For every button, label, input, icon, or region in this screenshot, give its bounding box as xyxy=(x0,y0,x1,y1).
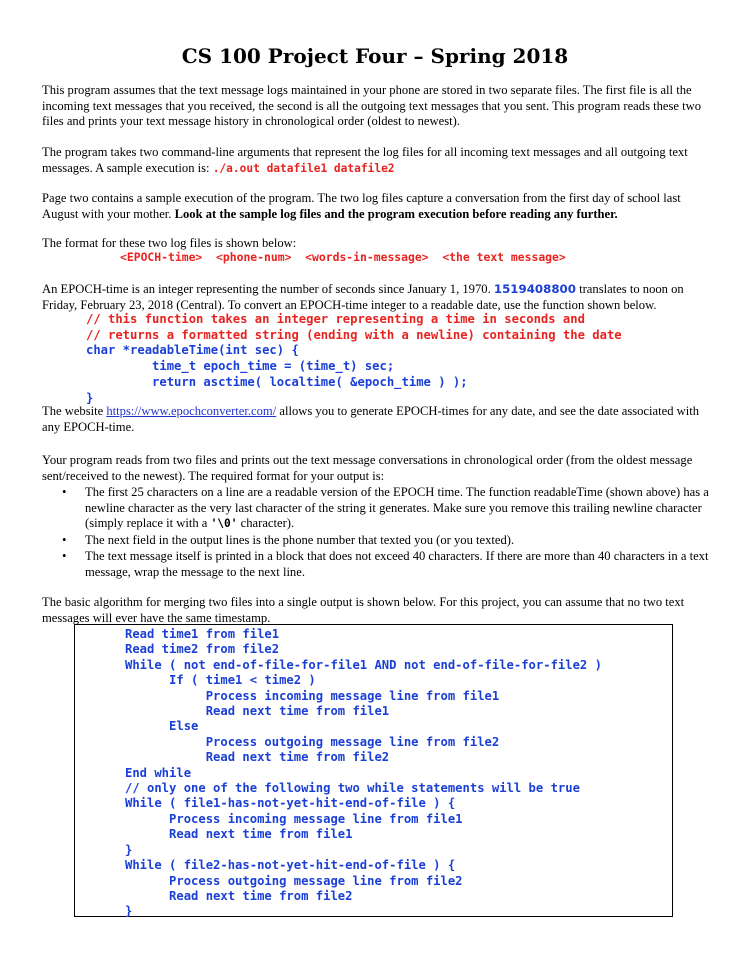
algorithm-line: Else xyxy=(125,719,199,734)
epoch-text-a: An EPOCH-time is an integer representing the number of seconds since January 1, 1970. xyxy=(42,282,494,296)
bullet-2-text: The next field in the output lines is the phone number that texted you (or you texted). xyxy=(85,532,515,547)
output-format-list xyxy=(42,485,710,582)
code-body-1: time_t epoch_time = (time_t) sec; xyxy=(152,359,395,374)
epoch-text-b: translates to noon on Friday, February 23, 2018 (Central). To convert an EPOCH-time integer to a readable date, use the function shown below. xyxy=(42,282,684,312)
algorithm-paragraph: The basic algorithm for merging two files into a single output is shown below. For this project, you can assume that no two text messages will ever have the same timestamp. xyxy=(42,595,685,625)
algorithm-line: Read next time from file1 xyxy=(125,827,353,842)
code-comment-2: // returns a formatted string (ending with a newline) containing the date xyxy=(86,327,622,342)
readable-time-code xyxy=(86,312,622,406)
null-char-code: '\0' xyxy=(210,517,238,531)
arguments-text: The program takes two command-line arguments that represent the log files for all incoming text messages and all outgoing text messages. A sample execution is: xyxy=(42,145,688,175)
list-item xyxy=(42,549,710,580)
algorithm-line: } xyxy=(125,842,133,857)
algorithm-line: // only one of the following two while statements will be true xyxy=(125,781,580,796)
code-body-2: return asctime( localtime( &epoch_time ) ); xyxy=(152,374,468,389)
list-item xyxy=(42,485,710,532)
bullet-1-text-b: character). xyxy=(237,516,295,531)
code-signature: char *readableTime(int sec) { xyxy=(86,343,299,358)
bullet-icon: • xyxy=(62,532,67,547)
algorithm-line: Read next time from file1 xyxy=(125,704,390,719)
algorithm-line: Read next time from file2 xyxy=(125,750,390,765)
algorithm-line: While ( file2-has-not-yet-hit-end-of-file ) { xyxy=(125,858,456,873)
algorithm-line: While ( file1-has-not-yet-hit-end-of-file ) { xyxy=(125,796,456,811)
bullet-icon: • xyxy=(62,485,67,499)
algorithm-line: } xyxy=(125,904,133,919)
algorithm-line: Read time2 from file2 xyxy=(125,642,280,657)
algorithm-line: While ( not end-of-file-for-file1 AND not end-of-file-for-file2 ) xyxy=(125,657,602,672)
bullet-1-text-a: The first 25 characters on a line are a readable version of the EPOCH time. The function readableTime (shown above) has a newline character as the very last character of the string it generates. Make sure you remove this trailing newline character (simply replace it with a xyxy=(85,485,709,531)
code-close: } xyxy=(86,390,94,405)
page-two-emphasis: Look at the sample log files and the program execution before reading any further. xyxy=(174,206,618,221)
bullet-3-text: The text message itself is printed in a block that does not exceed 40 characters. If there are more than 40 characters in a text message, wrap the message to the next line. xyxy=(85,549,709,579)
algorithm-code xyxy=(125,627,602,920)
page-two-paragraph xyxy=(42,191,710,222)
algorithm-line: Read time1 from file1 xyxy=(125,627,280,641)
algorithm-line: End while xyxy=(125,765,192,780)
code-comment-1: // this function takes an integer representing a time in seconds and xyxy=(86,312,585,326)
website-text-a: The website xyxy=(42,404,107,418)
website-text-b: allows you to generate EPOCH-times for any date, and see the date associated with any EPOCH-time. xyxy=(42,404,700,434)
page-title: CS 100 Project Four – Spring 2018 xyxy=(181,44,569,68)
arguments-paragraph xyxy=(42,145,710,176)
log-format-line: <EPOCH-time> <phone-num> <words-in-message> <the text message> xyxy=(120,250,566,264)
bullet-icon: • xyxy=(62,549,67,564)
algorithm-line: If ( time1 < time2 ) xyxy=(125,673,316,688)
algorithm-line: Process outgoing message line from file2 xyxy=(125,873,463,888)
epochconverter-link[interactable]: https://www.epochconverter.com/ xyxy=(106,404,277,418)
intro-paragraph: This program assumes that the text message logs maintained in your phone are stored in two separate files. The first file is all the incoming text messages that you received, the second is all the outgoing text messages that you sent. This program reads these two files and prints your text message history in chronological order (oldest to newest). xyxy=(42,83,702,129)
algorithm-line: Process outgoing message line from file2 xyxy=(125,734,500,749)
algorithm-line: Read next time from file2 xyxy=(125,888,353,903)
page-two-text: Page two contains a sample execution of the program. The two log files capture a conversation from the first day of school last August with your mother. xyxy=(42,191,681,221)
epoch-example-number: 1519408800 xyxy=(493,282,576,296)
website-paragraph xyxy=(42,404,710,435)
sample-command: ./a.out datafile1 datafile2 xyxy=(212,161,395,175)
format-intro: The format for these two log files is shown below: xyxy=(42,236,297,250)
output-paragraph: Your program reads from two files and prints out the text message conversations in chronological order (from the oldest message sent/received to the newest). The required format for your output is: xyxy=(42,453,693,483)
epoch-paragraph xyxy=(42,282,710,313)
algorithm-line: Process incoming message line from file1 xyxy=(125,688,500,703)
algorithm-line: Process incoming message line from file1 xyxy=(125,811,463,826)
list-item xyxy=(42,533,710,549)
